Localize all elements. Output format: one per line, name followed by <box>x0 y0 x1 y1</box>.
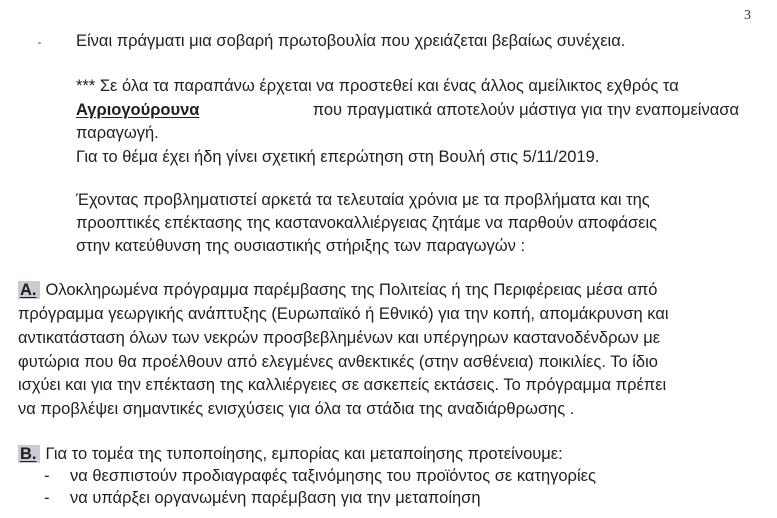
section-a-line-5: ισχύει και για την επέκταση της καλλιέργειες σε ασκεπείς εκτάσεις. Το πρόγραμμα πρέπει <box>18 376 667 394</box>
list-item <box>44 488 481 508</box>
boars-line-1 <box>76 76 739 96</box>
list-item-text: να υπάρξει οργανωμένη παρέμβαση για την μεταποίηση <box>70 489 481 507</box>
boars-highlight: Αγριογούρουνα <box>76 101 200 119</box>
list-item <box>44 466 596 486</box>
boars-line-3: παραγωγή. <box>76 124 159 142</box>
demands-line-1: Έχοντας προβληματιστεί αρκετά τα τελευταία χρόνια με τα προβλήματα και της <box>76 191 650 209</box>
page-number: 3 <box>744 8 751 23</box>
section-a-marker: Α. <box>18 281 40 299</box>
section-a-line-4: φυτώρια που θα προέλθουν από ελεγμένες ανθεκτικές (στην ασθένεια) ποικιλίες. Το ίδιο <box>18 353 658 371</box>
section-a-line-6: να προβλέψει σημαντικές ενισχύσεις για όλα τα στάδια της αναδιάρθρωσης . <box>18 400 575 418</box>
section-a-line-2: πρόγραμμα γεωργικής ανάπτυξης (Ευρωπαϊκό ή Εθνικό) για την κοπή, απομάκρυνση και <box>18 305 669 323</box>
bullet-dash: - <box>44 467 50 485</box>
section-b-heading <box>18 444 563 464</box>
demands-line-2: προοπτικές επέκτασης της καστανοκαλλιέργειας ζητάμε να παρθούν αποφάσεις <box>76 214 658 232</box>
bullet-dash: - <box>44 489 50 507</box>
section-b-heading-text: Για το τομέα της τυποποίησης, εμπορίας και μεταποίησης προτείνουμε: <box>45 445 563 463</box>
intro-line: Είναι πράγματι μια σοβαρή πρωτοβουλία που χρειάζεται βεβαίως συνέχεια. <box>76 32 626 50</box>
list-item-text: να θεσπιστούν προδιαγραφές ταξινόμησης του προϊόντος σε κατηγορίες <box>70 467 596 485</box>
boars-line-1-text: *** Σε όλα τα παραπάνω έρχεται να προστεθεί και ένας άλλος αμείλικτος εχθρός τα <box>76 77 679 95</box>
demands-line-3: στην κατεύθυνση της ουσιαστικής στήριξης των παραγωγών : <box>76 237 526 255</box>
section-a-line-1 <box>18 280 657 300</box>
boars-line-4: Για το θέμα έχει ήδη γίνει σχετική επερώτηση στη Βουλή στις 5/11/2019. <box>76 148 600 166</box>
section-b-marker: Β. <box>18 445 40 463</box>
boars-line-2 <box>76 100 739 120</box>
section-a-line-1-text: Ολοκληρωμένα πρόγραμμα παρέμβασης της Πολιτείας ή της Περιφέρειας μέσα από <box>45 281 658 299</box>
section-a-line-3: αντικατάσταση όλων των νεκρών προσβεβλημένων και υπέργηρων καστανοδένδρων με <box>18 329 661 347</box>
scan-speck <box>38 42 41 44</box>
boars-line-2-rest: που πραγματικά αποτελούν μάστιγα για την εναπομείνασα <box>312 101 739 119</box>
